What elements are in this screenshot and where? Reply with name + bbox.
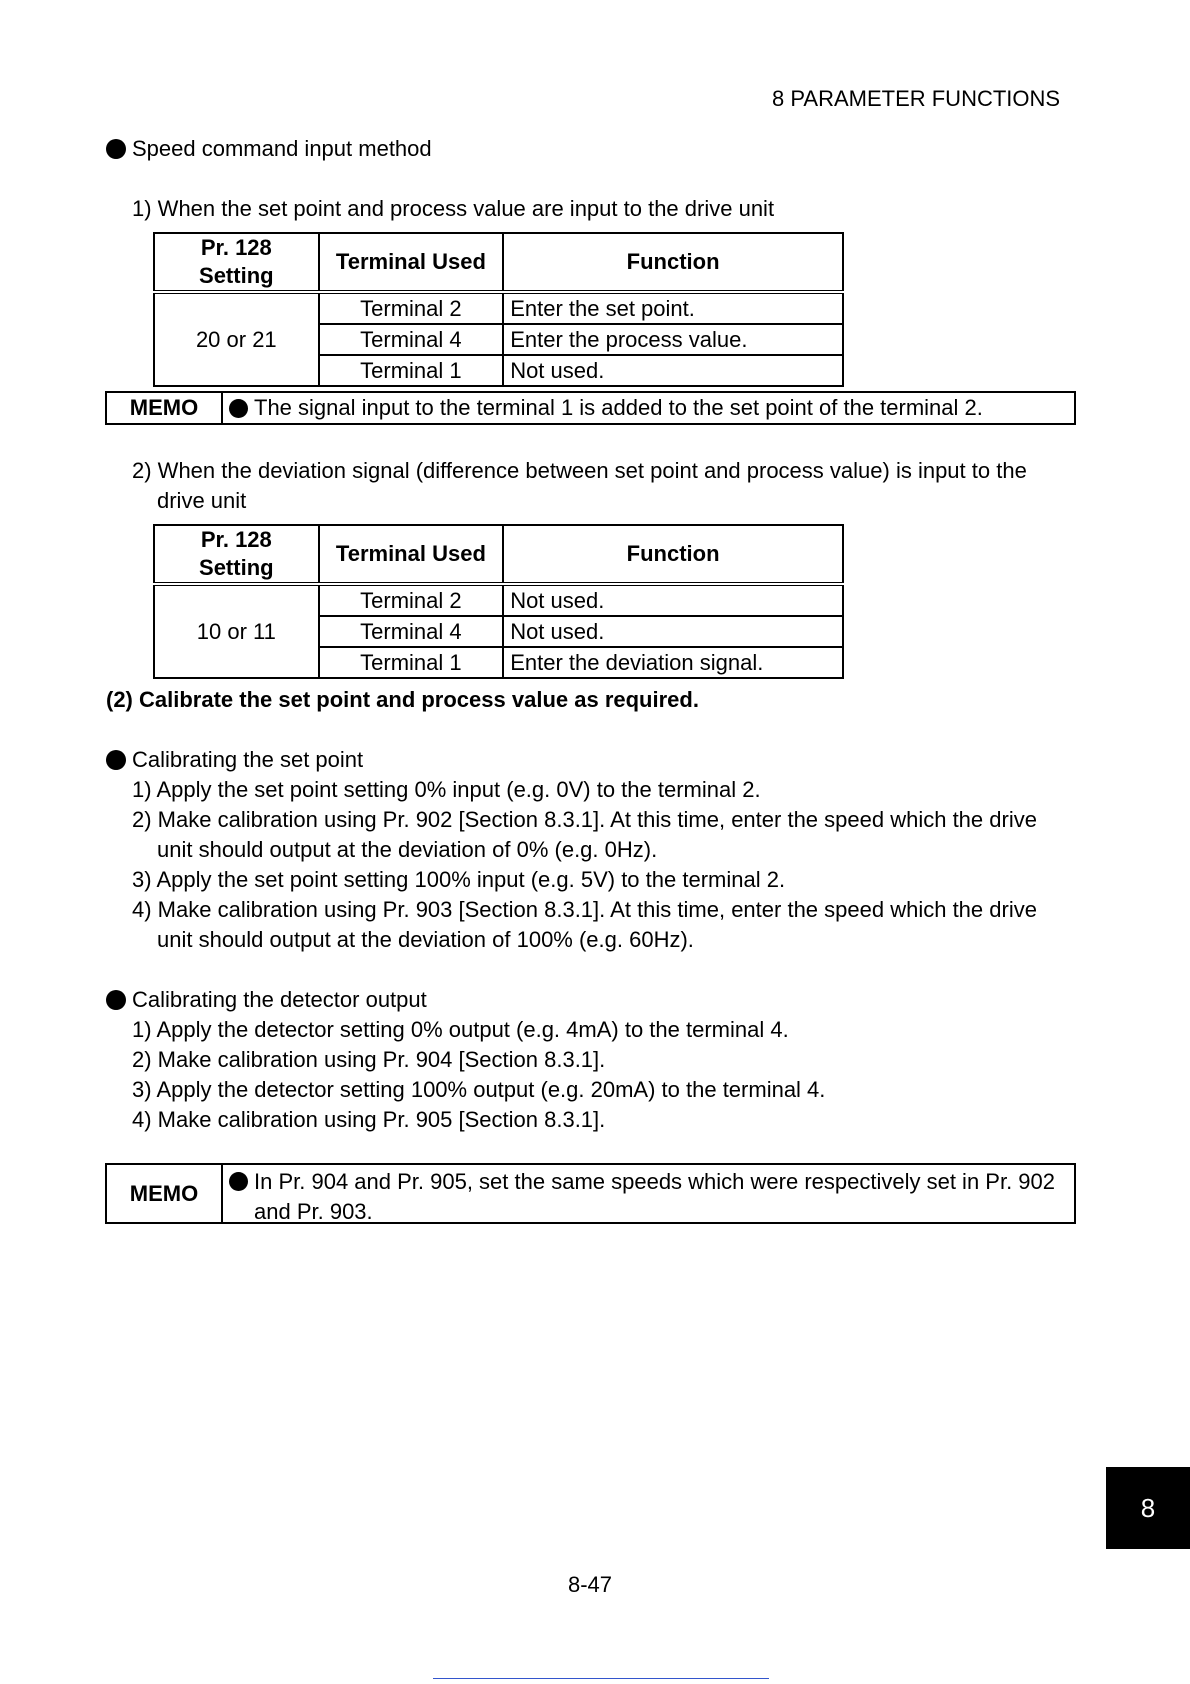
running-header: 8 PARAMETER FUNCTIONS — [772, 86, 1061, 111]
column-header: Pr. 128 Setting — [154, 525, 319, 584]
setpoint-heading-text: Calibrating the set point — [132, 747, 364, 772]
memo1-text: The signal input to the terminal 1 is added to the set point of the terminal 2. — [254, 395, 983, 420]
case2-title-line2: drive unit — [157, 488, 247, 513]
setting-cell: 20 or 21 — [154, 292, 319, 386]
chapter-tab — [1106, 1467, 1190, 1549]
function-cell: Enter the process value. — [503, 324, 843, 355]
column-header: Terminal Used — [319, 525, 504, 584]
case1-title: 1) When the set point and process value are input to the drive unit — [132, 196, 775, 221]
function-cell: Not used. — [503, 616, 843, 647]
setting-cell: 10 or 11 — [154, 584, 319, 678]
memo-text — [223, 1165, 1061, 1222]
detector-heading-text: Calibrating the detector output — [132, 987, 427, 1012]
speed-command-heading — [106, 134, 432, 164]
terminal-cell: Terminal 4 — [319, 324, 504, 355]
list-item: 3) Apply the detector setting 100% output (e.g. 20mA) to the terminal 4. — [132, 1077, 826, 1102]
memo-box-1 — [105, 391, 1076, 425]
list-item: 1) Apply the set point setting 0% input (e.g. 0V) to the terminal 2. — [132, 777, 761, 802]
memo2-text-line1: In Pr. 904 and Pr. 905, set the same speeds which were respectively set in Pr. 902 — [254, 1169, 1056, 1194]
calibrate-heading: (2) Calibrate the set point and process value as required. — [106, 687, 699, 712]
chapter-tab-number: 8 — [1140, 1493, 1156, 1523]
memo-text — [223, 393, 989, 423]
page-number: 8-47 — [568, 1572, 613, 1597]
terminal-cell: Terminal 1 — [319, 355, 504, 386]
function-cell: Not used. — [503, 355, 843, 386]
function-cell: Enter the set point. — [503, 292, 843, 324]
column-header: Function — [503, 525, 843, 584]
bullet-icon — [106, 990, 126, 1010]
list-item: 4) Make calibration using Pr. 903 [Section 8.3.1]. At this time, enter the speed which the drive — [132, 897, 1037, 922]
column-header: Pr. 128 Setting — [154, 233, 319, 292]
bullet-icon — [106, 139, 126, 159]
memo2-text-line2: and Pr. 903. — [254, 1199, 373, 1224]
bullet-icon — [229, 1172, 248, 1191]
terminal-cell: Terminal 2 — [319, 292, 504, 324]
footer-rule — [433, 1678, 769, 1679]
table-header-row — [154, 233, 843, 292]
list-item: 4) Make calibration using Pr. 905 [Section 8.3.1]. — [132, 1107, 606, 1132]
table-row — [154, 292, 843, 324]
terminal-cell: Terminal 4 — [319, 616, 504, 647]
terminal-cell: Terminal 1 — [319, 647, 504, 678]
table-header-row — [154, 525, 843, 584]
case1-table — [153, 232, 844, 387]
list-item: 1) Apply the detector setting 0% output (e.g. 4mA) to the terminal 4. — [132, 1017, 789, 1042]
speed-command-heading-text: Speed command input method — [132, 136, 432, 161]
memo-label: MEMO — [107, 393, 223, 423]
function-cell: Enter the deviation signal. — [503, 647, 843, 678]
setpoint-heading — [106, 745, 363, 775]
column-header: Function — [503, 233, 843, 292]
bullet-icon — [229, 399, 248, 418]
column-header: Terminal Used — [319, 233, 504, 292]
detector-heading — [106, 985, 427, 1015]
list-item-continuation: unit should output at the deviation of 100% (e.g. 60Hz). — [157, 927, 694, 952]
case2-table — [153, 524, 844, 679]
table-row — [154, 584, 843, 616]
list-item-continuation: unit should output at the deviation of 0% (e.g. 0Hz). — [157, 837, 658, 862]
case2-title-line1: 2) When the deviation signal (difference between set point and process value) is input to the — [132, 458, 1027, 483]
memo-label: MEMO — [107, 1165, 223, 1222]
list-item: 3) Apply the set point setting 100% input (e.g. 5V) to the terminal 2. — [132, 867, 786, 892]
list-item: 2) Make calibration using Pr. 902 [Section 8.3.1]. At this time, enter the speed which the drive — [132, 807, 1037, 832]
terminal-cell: Terminal 2 — [319, 584, 504, 616]
function-cell: Not used. — [503, 584, 843, 616]
list-item: 2) Make calibration using Pr. 904 [Section 8.3.1]. — [132, 1047, 606, 1072]
memo-box-2 — [105, 1163, 1076, 1224]
bullet-icon — [106, 750, 126, 770]
